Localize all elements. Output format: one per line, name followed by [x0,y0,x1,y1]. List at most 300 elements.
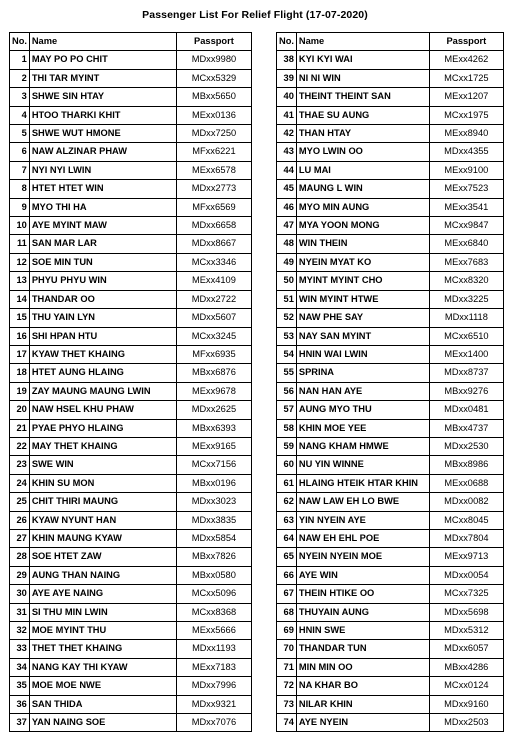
passenger-number: 57 [277,401,297,419]
table-row [277,493,504,511]
passenger-number: 9 [10,198,30,216]
passenger-name: YAN NAING SOE [29,714,176,732]
passenger-name: THU YAIN LYN [29,309,176,327]
passenger-name: AYE MYINT MAW [29,217,176,235]
table-row [277,474,504,492]
passenger-name: AYE NYEIN [296,714,429,732]
passenger-name: AYE WIN [296,566,429,584]
table-row [277,253,504,271]
passport-number: MDxx5607 [176,309,251,327]
passenger-number: 39 [277,69,297,87]
passport-number: MDxx3023 [176,493,251,511]
passenger-number: 12 [10,253,30,271]
passenger-number: 2 [10,69,30,87]
table-row [10,180,252,198]
passenger-name: NAW LAW EH LO BWE [296,493,429,511]
passenger-number: 72 [277,677,297,695]
table-row [277,88,504,106]
table-row [10,585,252,603]
passenger-number: 41 [277,106,297,124]
passenger-name: NYEIN MYAT KO [296,253,429,271]
passenger-name: SI THU MIN LWIN [29,603,176,621]
table-row [10,235,252,253]
passenger-number: 44 [277,161,297,179]
passport-number: MDxx1118 [429,309,503,327]
passenger-name: MAUNG L WIN [296,180,429,198]
table-row [10,69,252,87]
passport-number: MExx5666 [176,622,251,640]
passenger-name: NYEIN NYEIN MOE [296,548,429,566]
passenger-name: THEINT THEINT SAN [296,88,429,106]
table-row [10,511,252,529]
passenger-number: 23 [10,456,30,474]
passenger-number: 48 [277,235,297,253]
passenger-number: 13 [10,272,30,290]
table-row [277,106,504,124]
passenger-name: NAW ALZINAR PHAW [29,143,176,161]
passenger-number: 3 [10,88,30,106]
passenger-number: 33 [10,640,30,658]
passenger-name: NANG KAY THI KYAW [29,658,176,676]
passport-number: MDxx9980 [176,51,251,69]
passport-number: MDxx6057 [429,640,503,658]
passport-number: MCxx8320 [429,272,503,290]
passenger-number: 61 [277,474,297,492]
passenger-number: 17 [10,345,30,363]
passport-number: MDxx6658 [176,217,251,235]
column-header-passport: Passport [176,33,251,51]
table-row [277,401,504,419]
passport-number: MCxx7325 [429,585,503,603]
passport-number: MDxx5698 [429,603,503,621]
table-header-row [10,33,252,51]
passenger-number: 73 [277,695,297,713]
passport-number: MExx1400 [429,345,503,363]
passenger-name: NAW EH EHL POE [296,529,429,547]
passenger-name: PHYU PHYU WIN [29,272,176,290]
passenger-name: NI NI WIN [296,69,429,87]
passenger-name: SWE WIN [29,456,176,474]
passenger-name: HTET AUNG HLAING [29,364,176,382]
passenger-number: 71 [277,658,297,676]
passenger-name: YIN NYEIN AYE [296,511,429,529]
passenger-name: NILAR KHIN [296,695,429,713]
table-row [277,345,504,363]
table-row [277,566,504,584]
passport-number: MCxx7156 [176,456,251,474]
passenger-number: 58 [277,419,297,437]
table-row [277,51,504,69]
passenger-number: 40 [277,88,297,106]
passenger-name: SPRINA [296,364,429,382]
passport-number: MBxx4737 [429,419,503,437]
passenger-number: 43 [277,143,297,161]
passport-number: MBxx0580 [176,566,251,584]
table-row [10,382,252,400]
passport-number: MDxx5854 [176,529,251,547]
column-header-no: No. [10,33,30,51]
passenger-name: SOE MIN TUN [29,253,176,271]
passenger-number: 36 [10,695,30,713]
passenger-number: 69 [277,622,297,640]
passenger-number: 46 [277,198,297,216]
passenger-number: 32 [10,622,30,640]
table-row [10,161,252,179]
passport-number: MDxx2773 [176,180,251,198]
passenger-name: HNIN SWE [296,622,429,640]
passenger-name: MYA YOON MONG [296,217,429,235]
table-row [10,474,252,492]
passport-number: MDxx8667 [176,235,251,253]
table-row [277,603,504,621]
passport-number: MBxx6876 [176,364,251,382]
passenger-name: MAY PO PO CHIT [29,51,176,69]
passport-number: MCxx8368 [176,603,251,621]
table-row [10,677,252,695]
table-row [277,695,504,713]
passenger-number: 50 [277,272,297,290]
passport-number: MFxx6569 [176,198,251,216]
passport-number: MExx6578 [176,161,251,179]
passenger-name: KYAW NYUNT HAN [29,511,176,529]
table-row [277,382,504,400]
table-row [277,69,504,87]
passport-number: MCxx5096 [176,585,251,603]
table-row [10,640,252,658]
passenger-number: 45 [277,180,297,198]
passport-number: MExx7683 [429,253,503,271]
passport-number: MCxx8045 [429,511,503,529]
table-row [277,456,504,474]
passenger-name: MAY THET KHAING [29,437,176,455]
table-row [10,253,252,271]
passport-number: MDxx7250 [176,125,251,143]
passport-number: MExx7523 [429,180,503,198]
passport-number: MDxx2625 [176,401,251,419]
table-row [10,714,252,732]
passport-number: MCxx1725 [429,69,503,87]
passport-number: MExx3541 [429,198,503,216]
passenger-name: THI TAR MYINT [29,69,176,87]
passenger-number: 4 [10,106,30,124]
table-row [277,585,504,603]
passenger-name: LU MAI [296,161,429,179]
passenger-name: WIN THEIN [296,235,429,253]
passenger-name: AYE AYE NAING [29,585,176,603]
column-header-no: No. [277,33,297,51]
passenger-number: 24 [10,474,30,492]
passenger-table-left [9,32,252,732]
table-row [10,456,252,474]
passenger-name: SOE HTET ZAW [29,548,176,566]
passenger-name: KHIN MOE YEE [296,419,429,437]
table-header-row [277,33,504,51]
passport-number: MCxx5329 [176,69,251,87]
table-row [277,548,504,566]
table-row [10,125,252,143]
passport-number: MBxx8986 [429,456,503,474]
passport-number: MDxx5312 [429,622,503,640]
passport-number: MExx4109 [176,272,251,290]
passenger-name: SHI HPAN HTU [29,327,176,345]
passport-number: MDxx0481 [429,401,503,419]
passport-number: MExx9100 [429,161,503,179]
passport-number: MCxx6510 [429,327,503,345]
table-row [277,714,504,732]
passenger-number: 6 [10,143,30,161]
passenger-name: SHWE WUT HMONE [29,125,176,143]
passenger-number: 60 [277,456,297,474]
passport-number: MExx9678 [176,382,251,400]
passenger-number: 30 [10,585,30,603]
table-row [277,143,504,161]
passenger-name: ZAY MAUNG MAUNG LWIN [29,382,176,400]
passenger-number: 53 [277,327,297,345]
passenger-number: 66 [277,566,297,584]
passport-number: MDxx3225 [429,290,503,308]
passenger-name: NAN HAN AYE [296,382,429,400]
table-row [10,548,252,566]
passenger-number: 21 [10,419,30,437]
passport-number: MDxx2530 [429,437,503,455]
table-row [277,309,504,327]
table-row [277,658,504,676]
passenger-name: THEIN HTIKE OO [296,585,429,603]
passenger-name: NU YIN WINNE [296,456,429,474]
table-row [10,401,252,419]
table-row [277,364,504,382]
passenger-name: SAN THIDA [29,695,176,713]
passport-number: MDxx0054 [429,566,503,584]
passenger-number: 42 [277,125,297,143]
passenger-name: AUNG MYO THU [296,401,429,419]
passenger-name: KHIN MAUNG KYAW [29,529,176,547]
passenger-name: THANDAR OO [29,290,176,308]
passport-number: MDxx9160 [429,695,503,713]
passenger-name: SHWE SIN HTAY [29,88,176,106]
passenger-name: NYI NYI LWIN [29,161,176,179]
passport-number: MExx1207 [429,88,503,106]
passenger-number: 28 [10,548,30,566]
table-row [10,566,252,584]
table-row [10,437,252,455]
passenger-number: 47 [277,217,297,235]
table-row [277,198,504,216]
passenger-number: 7 [10,161,30,179]
passenger-name: NAW PHE SAY [296,309,429,327]
passenger-name: HLAING HTEIK HTAR KHIN [296,474,429,492]
table-row [10,88,252,106]
table-row [10,345,252,363]
passenger-name: MOE MOE NWE [29,677,176,695]
passenger-number: 62 [277,493,297,511]
column-header-name: Name [296,33,429,51]
table-row [10,327,252,345]
table-row [277,180,504,198]
passenger-name: CHIT THIRI MAUNG [29,493,176,511]
passport-number: MBxx7826 [176,548,251,566]
passenger-name: MIN MIN OO [296,658,429,676]
passenger-number: 55 [277,364,297,382]
passenger-number: 56 [277,382,297,400]
passport-number: MFxx6935 [176,345,251,363]
passport-number: MCxx1975 [429,106,503,124]
table-row [277,511,504,529]
table-row [10,217,252,235]
passport-number: MDxx1193 [176,640,251,658]
table-row [10,290,252,308]
passenger-name: THET THET KHAING [29,640,176,658]
passenger-name: WIN MYINT HTWE [296,290,429,308]
passenger-name: THUYAIN AUNG [296,603,429,621]
passenger-name: NANG KHAM HMWE [296,437,429,455]
table-row [10,695,252,713]
passenger-number: 20 [10,401,30,419]
passenger-number: 37 [10,714,30,732]
passport-number: MCxx3245 [176,327,251,345]
passport-number: MDxx9321 [176,695,251,713]
table-row [10,622,252,640]
passport-number: MCxx9847 [429,217,503,235]
passport-number: MBxx5650 [176,88,251,106]
passenger-number: 31 [10,603,30,621]
passport-number: MDxx2722 [176,290,251,308]
passenger-name: HTOO THARKI KHIT [29,106,176,124]
passenger-number: 5 [10,125,30,143]
passport-number: MDxx8737 [429,364,503,382]
passport-number: MExx9713 [429,548,503,566]
passenger-table-right [276,32,504,732]
table-row [10,309,252,327]
column-header-passport: Passport [429,33,503,51]
passport-number: MBxx9276 [429,382,503,400]
passport-number: MDxx7076 [176,714,251,732]
passenger-number: 35 [10,677,30,695]
passenger-name: KHIN SU MON [29,474,176,492]
passenger-number: 74 [277,714,297,732]
table-row [10,106,252,124]
passenger-number: 63 [277,511,297,529]
table-row [10,493,252,511]
passport-number: MDxx4355 [429,143,503,161]
passport-number: MCxx0124 [429,677,503,695]
passenger-name: KYAW THET KHAING [29,345,176,363]
passenger-name: PYAE PHYO HLAING [29,419,176,437]
table-row [277,640,504,658]
passport-number: MDxx0082 [429,493,503,511]
passport-number: MExx9165 [176,437,251,455]
table-row [277,677,504,695]
table-row [10,529,252,547]
passenger-number: 26 [10,511,30,529]
table-row [10,51,252,69]
passport-number: MDxx2503 [429,714,503,732]
passport-number: MBxx4286 [429,658,503,676]
passenger-number: 51 [277,290,297,308]
passport-number: MExx8940 [429,125,503,143]
column-header-name: Name [29,33,176,51]
passenger-number: 59 [277,437,297,455]
passport-number: MExx4262 [429,51,503,69]
table-row [277,290,504,308]
passenger-number: 27 [10,529,30,547]
passport-number: MExx0688 [429,474,503,492]
passenger-number: 14 [10,290,30,308]
passenger-name: NAY SAN MYINT [296,327,429,345]
passenger-name: KYI KYI WAI [296,51,429,69]
passport-number: MExx0136 [176,106,251,124]
table-row [10,272,252,290]
passenger-number: 22 [10,437,30,455]
passenger-name: MYO MIN AUNG [296,198,429,216]
passenger-name: MYO LWIN OO [296,143,429,161]
passenger-number: 10 [10,217,30,235]
table-row [10,658,252,676]
passenger-name: THAN HTAY [296,125,429,143]
passenger-number: 25 [10,493,30,511]
passenger-number: 54 [277,345,297,363]
table-row [10,419,252,437]
page-title: Passenger List For Relief Flight (17-07-2020) [142,9,368,21]
passport-number: MBxx6393 [176,419,251,437]
passenger-name: MYO THI HA [29,198,176,216]
table-row [277,437,504,455]
passenger-number: 1 [10,51,30,69]
passenger-number: 8 [10,180,30,198]
passenger-name: MYINT MYINT CHO [296,272,429,290]
passport-number: MExx7183 [176,658,251,676]
passenger-number: 29 [10,566,30,584]
passenger-number: 52 [277,309,297,327]
passenger-number: 70 [277,640,297,658]
passenger-number: 65 [277,548,297,566]
table-row [10,364,252,382]
passenger-number: 68 [277,603,297,621]
passport-number: MDxx3835 [176,511,251,529]
table-row [10,603,252,621]
passenger-number: 11 [10,235,30,253]
passport-number: MCxx3346 [176,253,251,271]
passenger-number: 64 [277,529,297,547]
table-row [277,125,504,143]
table-row [10,198,252,216]
passenger-name: THANDAR TUN [296,640,429,658]
passenger-number: 67 [277,585,297,603]
passenger-name: NA KHAR BO [296,677,429,695]
passenger-number: 16 [10,327,30,345]
passenger-number: 18 [10,364,30,382]
table-row [10,143,252,161]
table-row [277,235,504,253]
passport-number: MBxx0196 [176,474,251,492]
table-row [277,529,504,547]
passport-number: MDxx7804 [429,529,503,547]
passport-number: MFxx6221 [176,143,251,161]
passenger-number: 15 [10,309,30,327]
table-row [277,622,504,640]
passenger-number: 38 [277,51,297,69]
table-row [277,161,504,179]
passenger-name: AUNG THAN NAING [29,566,176,584]
passenger-name: HTET HTET WIN [29,180,176,198]
passenger-name: NAW HSEL KHU PHAW [29,401,176,419]
table-row [277,327,504,345]
table-row [277,419,504,437]
passport-number: MExx6840 [429,235,503,253]
passenger-number: 19 [10,382,30,400]
passenger-name: MOE MYINT THU [29,622,176,640]
passport-number: MDxx7996 [176,677,251,695]
